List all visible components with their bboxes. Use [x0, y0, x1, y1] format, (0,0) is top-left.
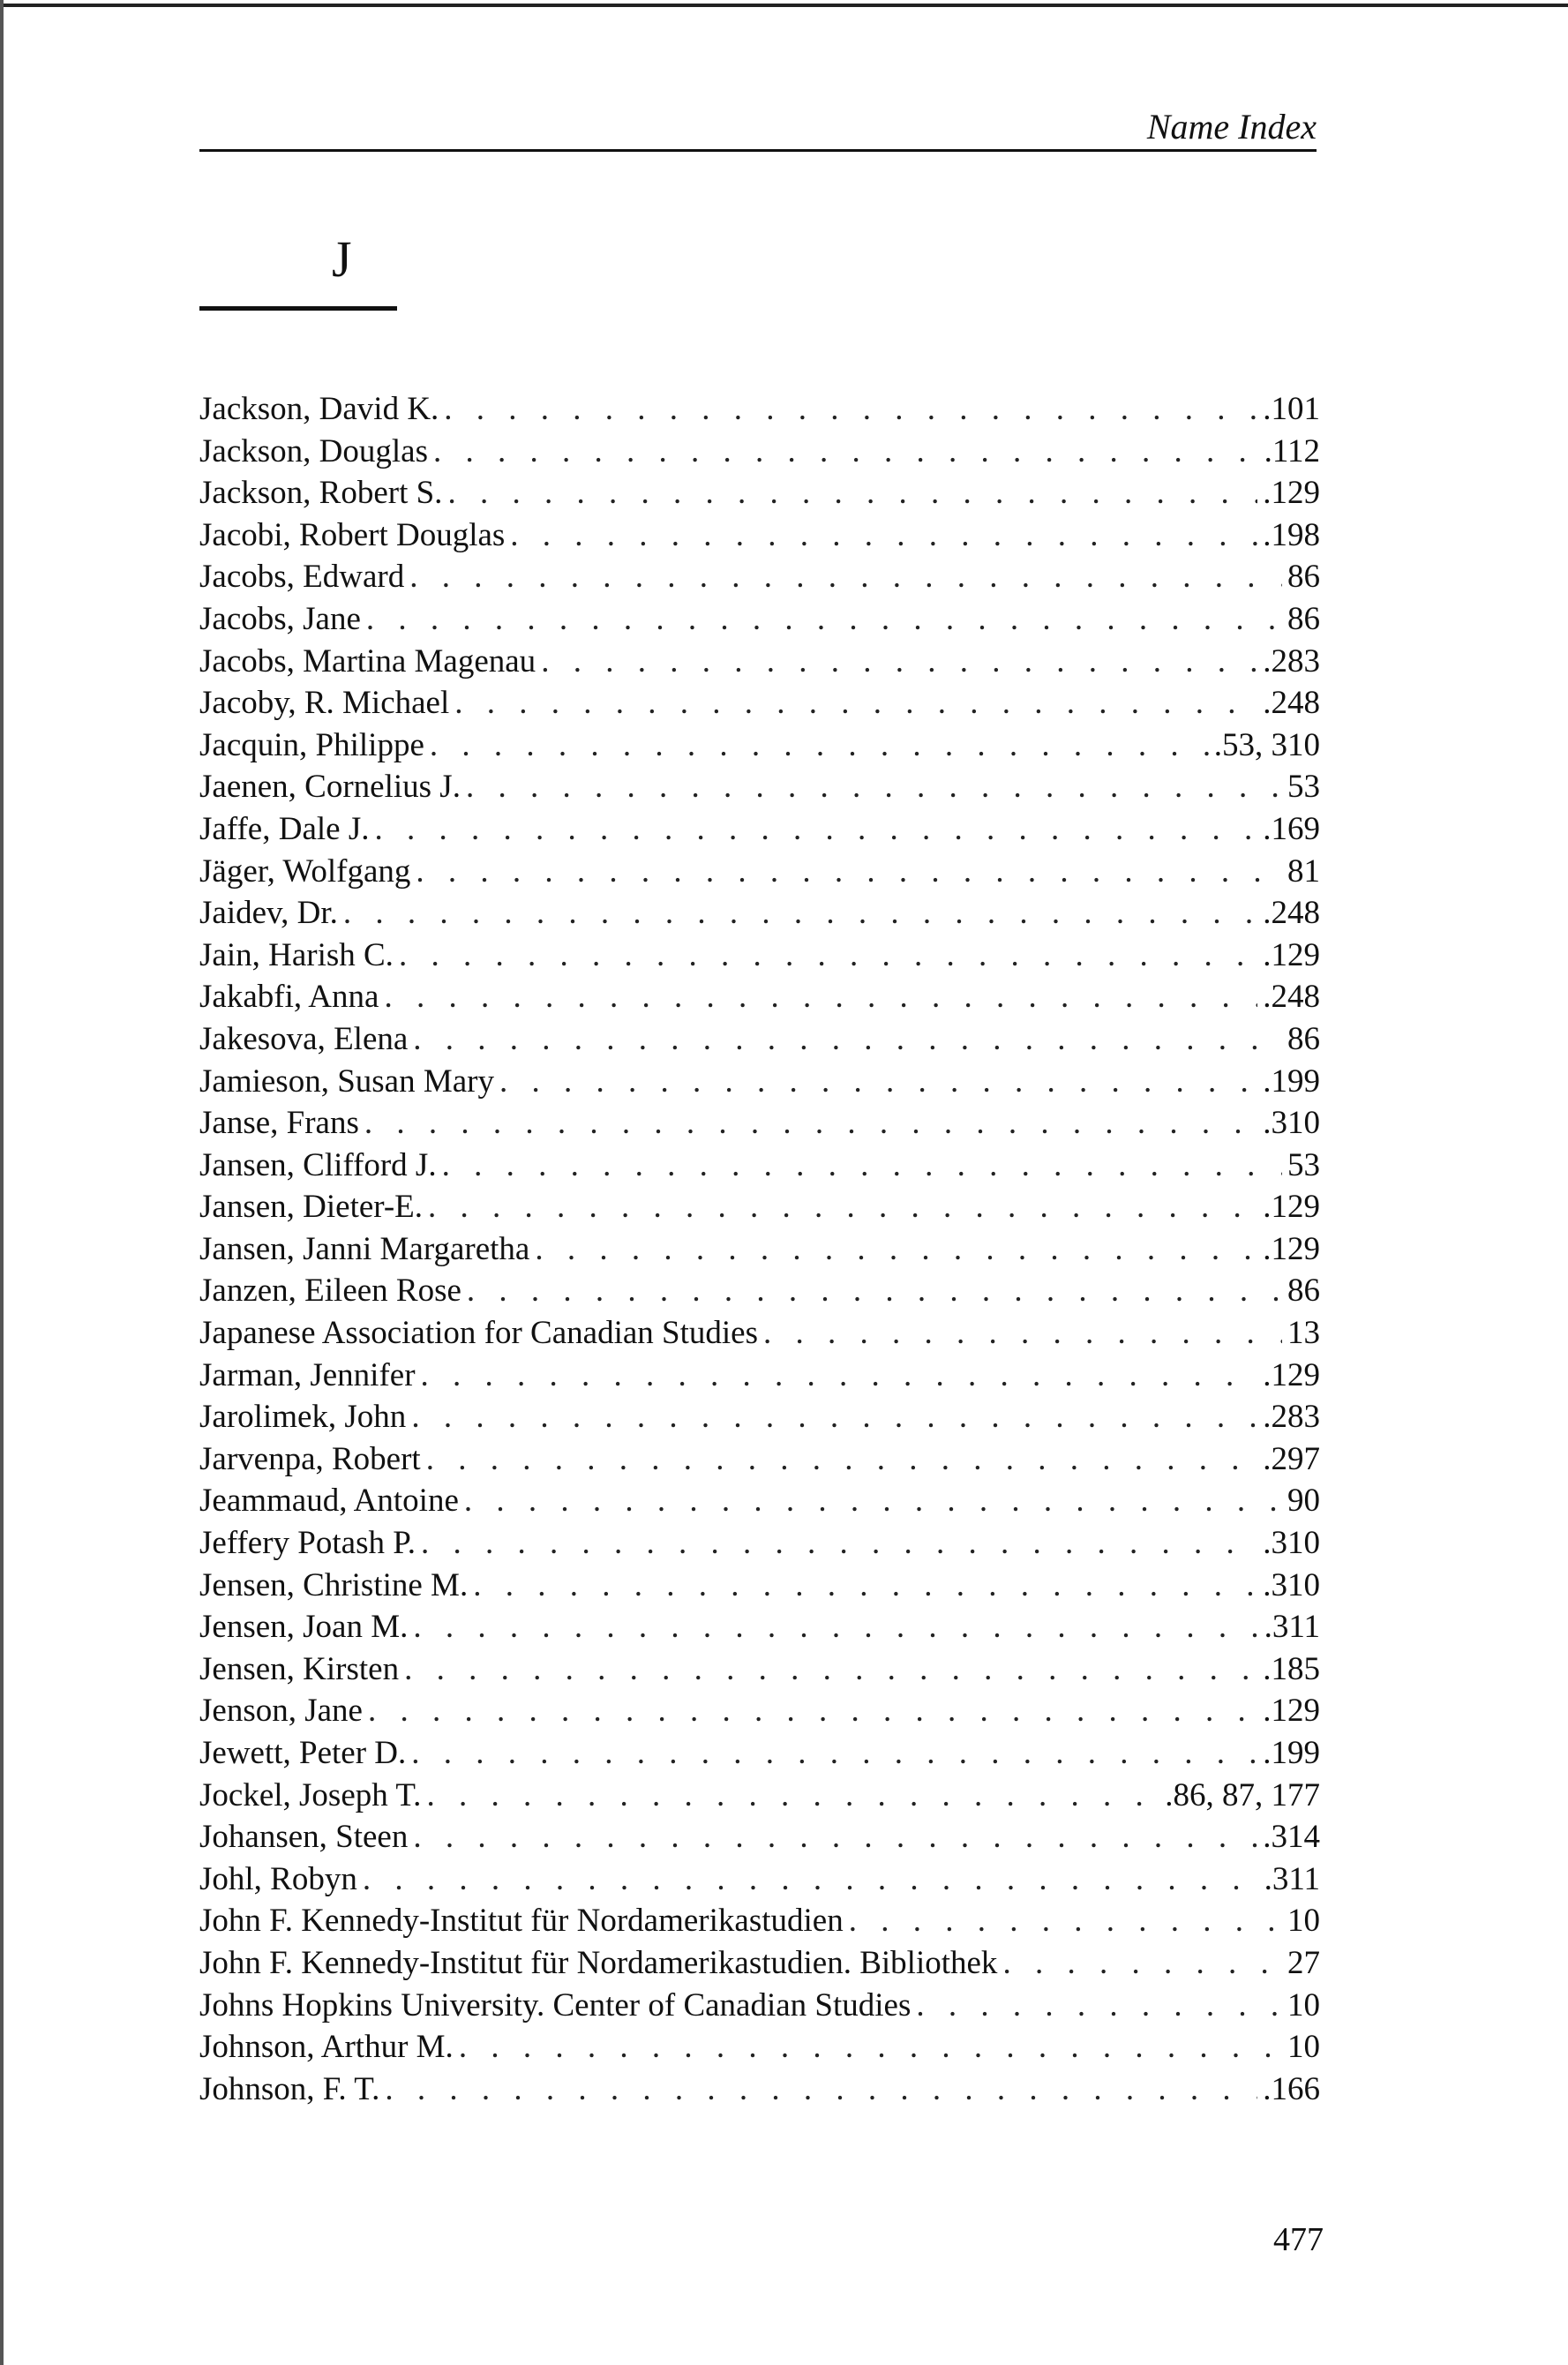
dot-leader [413, 1606, 1258, 1648]
entry-pages: 13 [1287, 1315, 1320, 1352]
dot-leader [421, 1355, 1258, 1397]
dot-leader [364, 1102, 1257, 1145]
index-entry [199, 641, 1320, 683]
dot-leader [404, 1648, 1257, 1691]
entry-pages: .112 [1264, 432, 1320, 469]
entry-pages: .310 [1263, 1566, 1320, 1603]
entry-name: Jacobs, Martina Magenau [199, 642, 536, 679]
name-index-list [199, 388, 1320, 2110]
dot-leader [416, 851, 1282, 893]
dot-leader [426, 1775, 1159, 1817]
index-entry [199, 1606, 1320, 1648]
dot-leader [384, 976, 1257, 1018]
index-entry [199, 1145, 1320, 1187]
index-entry [199, 1732, 1320, 1775]
entry-name: Jaenen, Cornelius J. [199, 769, 461, 806]
entry-pages: .86, 87, 177 [1165, 1776, 1320, 1813]
index-entry [199, 1522, 1320, 1565]
index-entry [199, 1396, 1320, 1438]
entry-name: Jakabfi, Anna [199, 979, 379, 1016]
index-entry [199, 1648, 1320, 1691]
entry-pages: 10 [1287, 2029, 1320, 2066]
entry-name: John F. Kennedy-Institut für Nordamerikastudien. Bibliothek [199, 1944, 998, 1981]
entry-pages: 53 [1287, 1146, 1320, 1183]
entry-name: Jacoby, R. Michael [199, 685, 450, 722]
dot-leader [444, 388, 1257, 431]
index-entry [199, 1018, 1320, 1061]
entry-pages: .129 [1263, 1356, 1320, 1393]
entry-name: Jenson, Jane [199, 1693, 363, 1730]
entry-pages: .129 [1263, 1189, 1320, 1226]
index-entry [199, 1061, 1320, 1103]
dot-leader [442, 1145, 1282, 1187]
page-number: 477 [1273, 2221, 1324, 2258]
index-entry [199, 1102, 1320, 1145]
entry-pages: .101 [1263, 391, 1320, 427]
entry-name: John F. Kennedy-Institut für Nordamerikastudien [199, 1903, 844, 1940]
dot-leader [421, 1522, 1257, 1565]
entry-pages: .199 [1263, 1062, 1320, 1100]
dot-leader [466, 766, 1282, 808]
entry-pages: 86 [1287, 600, 1320, 637]
entry-name: Jacobi, Robert Douglas [199, 516, 506, 553]
entry-name: Jeffery Potash P. [199, 1525, 416, 1562]
dot-leader [413, 1816, 1257, 1858]
dot-leader [411, 1732, 1257, 1775]
dot-leader [399, 935, 1257, 977]
entry-pages: 53 [1287, 769, 1320, 806]
dot-leader [385, 2068, 1257, 2111]
dot-leader [374, 808, 1257, 851]
index-entry [199, 1900, 1320, 1942]
dot-leader [409, 556, 1282, 598]
entry-pages: .129 [1263, 1230, 1320, 1267]
entry-name: Jacquin, Philippe [199, 726, 424, 763]
entry-name: Jockel, Joseph T. [199, 1776, 422, 1813]
index-entry [199, 851, 1320, 893]
dot-leader [459, 2026, 1282, 2068]
entry-pages: .129 [1263, 1693, 1320, 1730]
entry-pages: .297 [1263, 1440, 1320, 1477]
top-border-rule [0, 4, 1568, 7]
dot-leader [541, 641, 1257, 683]
entry-name: Jewett, Peter D. [199, 1735, 407, 1771]
index-entry [199, 766, 1320, 808]
index-entry [199, 556, 1320, 598]
index-entry [199, 1186, 1320, 1228]
entry-pages: .185 [1263, 1650, 1320, 1687]
entry-pages: 10 [1287, 1986, 1320, 2023]
entry-pages: .166 [1263, 2070, 1320, 2107]
dot-leader [454, 682, 1257, 725]
entry-name: Johns Hopkins University. Center of Canadian Studies [199, 1986, 912, 2023]
entry-name: Jackson, Robert S. [199, 475, 443, 512]
index-entry [199, 1690, 1320, 1732]
index-entry [199, 892, 1320, 935]
entry-pages: .310 [1263, 1525, 1320, 1562]
dot-leader [363, 1858, 1259, 1901]
index-entry [199, 388, 1320, 431]
entry-pages: .198 [1263, 516, 1320, 553]
index-entry [199, 682, 1320, 725]
entry-name: Jaffe, Dale J. [199, 810, 370, 847]
index-entry [199, 472, 1320, 514]
index-entry [199, 1858, 1320, 1901]
entry-name: Jarolimek, John [199, 1399, 407, 1436]
entry-pages: .169 [1263, 810, 1320, 847]
index-entry [199, 598, 1320, 641]
dot-leader [368, 1690, 1257, 1732]
index-entry [199, 431, 1320, 473]
index-entry [199, 1355, 1320, 1397]
header-rule [199, 149, 1317, 152]
section-heading [199, 231, 397, 311]
entry-pages: 86 [1287, 1020, 1320, 1057]
dot-leader [411, 1396, 1257, 1438]
index-entry [199, 725, 1320, 767]
dot-leader [510, 514, 1257, 557]
index-entry [199, 935, 1320, 977]
entry-name: Jansen, Janni Margaretha [199, 1230, 530, 1267]
running-header [199, 99, 1317, 152]
index-entry [199, 976, 1320, 1018]
dot-leader [430, 725, 1209, 767]
entry-pages: 90 [1287, 1483, 1320, 1520]
entry-name: Jensen, Kirsten [199, 1650, 400, 1687]
entry-name: Jackson, Douglas [199, 432, 428, 469]
entry-pages: .311 [1264, 1860, 1320, 1897]
index-entry [199, 514, 1320, 557]
entry-pages: .314 [1263, 1819, 1320, 1856]
entry-name: Japanese Association for Canadian Studies [199, 1315, 758, 1352]
entry-name: Johnson, Arthur M. [199, 2029, 454, 2066]
entry-pages: 10 [1287, 1903, 1320, 1940]
dot-leader [428, 1186, 1257, 1228]
index-entry [199, 1565, 1320, 1607]
entry-name: Jacobs, Edward [199, 559, 405, 596]
entry-name: Jensen, Christine M. [199, 1566, 469, 1603]
index-entry [199, 808, 1320, 851]
entry-name: Jansen, Clifford J. [199, 1146, 437, 1183]
dot-leader [473, 1565, 1257, 1607]
entry-pages: .283 [1263, 1399, 1320, 1436]
entry-name: Jacobs, Jane [199, 600, 361, 637]
dot-leader [849, 1900, 1282, 1942]
dot-leader [447, 472, 1257, 514]
index-entry [199, 1775, 1320, 1817]
dot-leader [433, 431, 1259, 473]
entry-pages: .129 [1263, 936, 1320, 973]
index-entry [199, 1985, 1320, 2027]
dot-leader [343, 892, 1257, 935]
entry-name: Johansen, Steen [199, 1819, 409, 1856]
dot-leader [467, 1270, 1282, 1312]
dot-leader [366, 598, 1282, 641]
index-entry [199, 1942, 1320, 1985]
dot-leader [499, 1061, 1257, 1103]
entry-name: Jarman, Jennifer [199, 1356, 416, 1393]
index-entry [199, 1816, 1320, 1858]
index-entry [199, 1270, 1320, 1312]
entry-name: Jensen, Joan M. [199, 1609, 409, 1646]
index-entry [199, 1480, 1320, 1522]
entry-pages: 86 [1287, 1273, 1320, 1310]
index-entry [199, 2026, 1320, 2068]
entry-pages: .248 [1263, 685, 1320, 722]
section-letter: J [332, 230, 352, 288]
entry-pages: .53, 310 [1213, 726, 1320, 763]
index-entry [199, 1312, 1320, 1355]
entry-name: Jeammaud, Antoine [199, 1483, 459, 1520]
entry-pages: .129 [1263, 475, 1320, 512]
dot-leader [426, 1438, 1258, 1481]
dot-leader [1002, 1942, 1282, 1985]
entry-name: Johl, Robyn [199, 1860, 357, 1897]
entry-name: Jakesova, Elena [199, 1020, 409, 1057]
entry-pages: .310 [1263, 1105, 1320, 1142]
dot-leader [916, 1985, 1282, 2027]
dot-leader [535, 1228, 1257, 1271]
entry-name: Jamieson, Susan Mary [199, 1062, 494, 1100]
entry-name: Jaidev, Dr. [199, 895, 338, 932]
entry-pages: .248 [1263, 895, 1320, 932]
entry-pages: 27 [1287, 1944, 1320, 1981]
index-entry [199, 1228, 1320, 1271]
entry-name: Jäger, Wolfgang [199, 852, 411, 890]
entry-name: Janse, Frans [199, 1105, 359, 1142]
entry-pages: .248 [1263, 979, 1320, 1016]
entry-name: Johnson, F. T. [199, 2070, 380, 2107]
entry-name: Jain, Harish C. [199, 936, 394, 973]
entry-name: Jackson, David K. [199, 391, 439, 427]
entry-name: Janzen, Eileen Rose [199, 1273, 461, 1310]
entry-pages: .283 [1263, 642, 1320, 679]
entry-pages: 81 [1287, 852, 1320, 890]
index-entry [199, 1438, 1320, 1481]
entry-pages: .311 [1264, 1609, 1320, 1646]
entry-name: Jansen, Dieter-E. [199, 1189, 424, 1226]
index-entry [199, 2068, 1320, 2111]
dot-leader [763, 1312, 1282, 1355]
page-left-edge [0, 0, 4, 2365]
running-header-title: Name Index [1146, 107, 1317, 146]
section-rule [199, 306, 397, 311]
dot-leader [413, 1018, 1282, 1061]
entry-pages: 86 [1287, 559, 1320, 596]
entry-name: Jarvenpa, Robert [199, 1440, 421, 1477]
dot-leader [464, 1480, 1282, 1522]
entry-pages: .199 [1263, 1735, 1320, 1771]
